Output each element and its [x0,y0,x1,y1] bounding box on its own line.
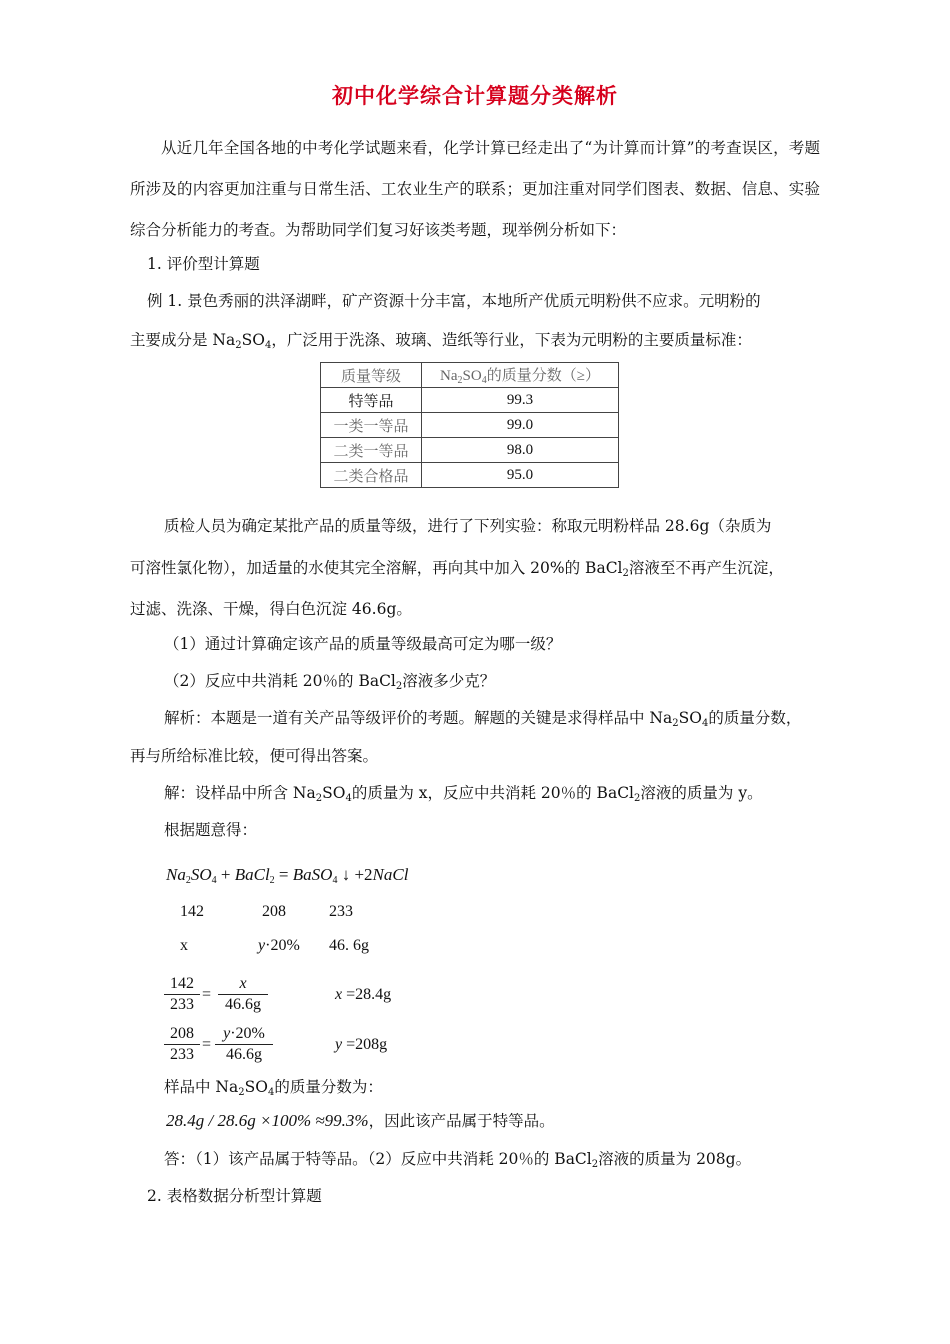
analysis-line-2: 再与所给标准比较，便可得出答案。 [130,747,379,765]
mass-baso4: 233 [329,903,353,920]
question-2: （2）反应中共消耗 20％的 BaCl$_2$溶液多少克？ [164,672,496,692]
fraction-1-right: $\frac{x}{46.6g}$ [218,975,268,1014]
fraction-2-right: $\frac{y\cdot 20\%}{46.6g}$ [215,1025,273,1064]
intro-paragraph: 从近几年全国各地的中考化学试题来看，化学计算已经走出了“为计算而计算”的考查误区，考题所涉及的内容更加注重与日常生活、工农业生产的联系；更加注重对同学们图表、数据、信息、实验综合分析能力的考查。为帮助同学们复习好该类考题，现举例分析如下： [130,139,820,239]
mass-bacl2: 208 [262,903,286,920]
value-cell: 99.3 [422,388,619,413]
quality-standard-table [320,362,619,488]
value-cell: 98.0 [422,438,619,463]
grade-cell: 一类一等品 [321,413,422,438]
header-grade: 质量等级 [321,363,422,388]
result-x: x =28.4g [335,986,392,1003]
by-problem-label: 根据题意得： [164,821,258,839]
grade-cell: 二类合格品 [321,463,422,488]
experiment-line-3: 过滤、洗涤、干燥，得白色沉淀 46.6g。 [130,600,412,618]
section-2-heading: 2. 表格数据分析型计算题 [147,1187,322,1205]
question-1: （1）通过计算确定该产品的质量等级最高可定为哪一级？ [164,635,562,653]
page-title: 初中化学综合计算题分类解析 [332,84,618,108]
table-row [321,463,619,488]
fraction-2-equals: = [202,1036,212,1053]
result-y: y =208g [335,1036,388,1053]
table-row [321,388,619,413]
unknown-x: x [180,937,188,954]
table-row [321,438,619,463]
fraction-2-left: $\frac{208}{233}$ [164,1025,200,1064]
value-cell: 99.0 [422,413,619,438]
experiment-line-1: 质检人员为确定某批产品的质量等级，进行了下列实验：称取元明粉样品 28.6g（杂质为 [164,517,772,535]
chemical-equation: $Na_2SO_4$ + BaCl$_2$ = BaSO$_4$ ↓ +2NaCl [166,865,409,886]
mass-na2so4: 142 [180,903,204,920]
fraction-1-left: $\frac{142}{233}$ [164,975,200,1014]
table-row [321,413,619,438]
mass-fraction-label: 样品中 $Na_2SO_4$的质量分数为： [164,1078,383,1098]
header-value: $Na_2SO_4$的质量分数（≥） [422,363,619,388]
fraction-1-equals: = [202,986,212,1003]
grade-cell: 二类一等品 [321,438,422,463]
section-1-heading: 1. 评价型计算题 [147,255,260,273]
solution-setup: 解：设样品中所含 $Na_2SO_4$的质量为 x，反应中共消耗 20％的 BaCl$_2$溶液的质量为 y。 [164,784,763,804]
experiment-line-2: 可溶性氯化物），加适量的水使其完全溶解，再向其中加入 20%的 BaCl$_2$溶液至不再产生沉淀， [130,559,784,579]
table-header-row [321,363,619,388]
mass-fraction-calc: 28.4g / 28.6g ×100% ≈99.3%，因此该产品属于特等品。 [166,1111,555,1130]
unknown-y: y·20% [258,937,300,954]
precipitate-mass: 46. 6g [329,937,369,954]
example-1-line-1: 例 1. 景色秀丽的洪泽湖畔，矿产资源十分丰富，本地所产优质元明粉供不应求。元明粉的 [147,292,761,310]
grade-cell: 特等品 [321,388,422,413]
value-cell: 95.0 [422,463,619,488]
analysis-line-1: 解析：本题是一道有关产品等级评价的考题。解题的关键是求得样品中 $Na_2SO_4$的质量分数， [164,709,802,729]
answer-line: 答：（1）该产品属于特等品。（2）反应中共消耗 20％的 BaCl$_2$溶液的质量为 208g。 [164,1150,752,1170]
example-1-line-2: 主要成分是 $Na_2SO_4$，广泛用于洗涤、玻璃、造纸等行业，下表为元明粉的主要质量标准： [130,331,752,351]
